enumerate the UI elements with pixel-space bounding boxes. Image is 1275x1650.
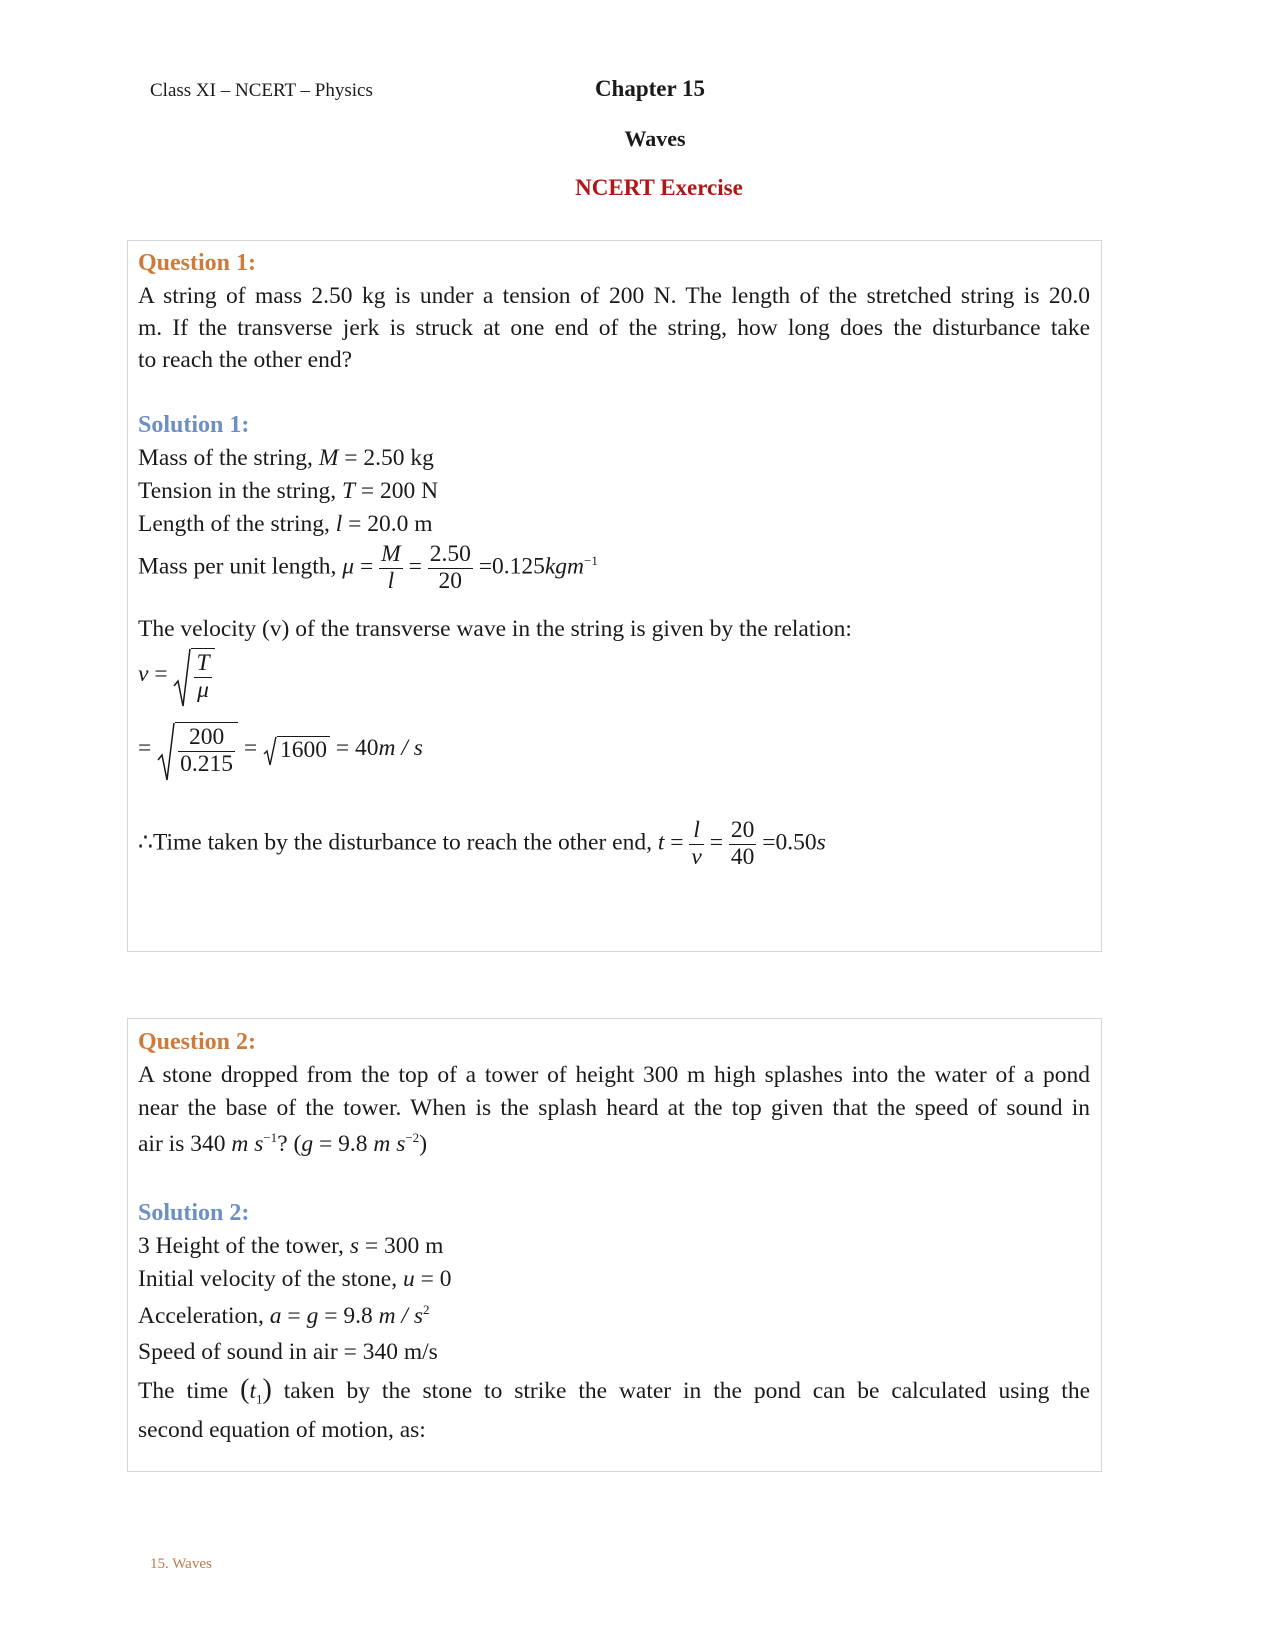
exercise-title: NCERT Exercise — [575, 175, 743, 200]
q2-unit-2: m s — [373, 1130, 406, 1157]
time-label: ∴Time taken by the disturbance to reach the other end, — [138, 829, 658, 856]
equals: = — [408, 553, 422, 580]
length-line — [138, 511, 433, 538]
fraction-values — [428, 542, 473, 595]
time-text-b: taken by the stone to strike the water in the pond can be calculated using the — [283, 1378, 1091, 1404]
question-1-line-3: to reach the other end? — [138, 347, 353, 373]
equals: = — [762, 829, 776, 856]
t1-symbol: $(t_1)$ — [240, 1374, 272, 1407]
length-value: = 20.0 m — [342, 511, 433, 537]
fraction-l-over-v — [689, 818, 703, 871]
fraction-numerator: 200 — [178, 725, 235, 752]
acceleration-line — [138, 1302, 429, 1330]
acc-g: g — [306, 1302, 319, 1329]
tension-label: Tension in the string, — [138, 478, 342, 504]
sqrt-t-over-mu — [173, 648, 214, 704]
q2-unit-1: m s — [231, 1130, 264, 1157]
time-line — [138, 818, 826, 871]
equals: = — [670, 829, 684, 856]
fraction-numerator: T — [196, 650, 210, 676]
mpul-unit: kgm — [544, 553, 584, 580]
header-class-label: Class XI – NCERT – Physics — [150, 80, 373, 101]
footer-page-label: 15. Waves — [150, 1556, 212, 1572]
velocity-calc-line — [138, 722, 423, 778]
acc-label: Acceleration, — [138, 1302, 270, 1329]
time-unit: s — [816, 829, 826, 856]
fraction-numerator: 20 — [730, 817, 755, 843]
fraction-denominator: v — [691, 843, 702, 870]
height-var: s — [349, 1233, 359, 1259]
question-2-line-1: A stone dropped from the top of a tower of height 300 m high splashes into the water of a pond — [138, 1062, 1090, 1088]
initv-label: Initial velocity of the stone, — [138, 1266, 403, 1292]
length-label: Length of the string, — [138, 511, 336, 537]
second-equation-line: second equation of motion, as: — [138, 1417, 426, 1443]
v-var: v — [138, 661, 149, 688]
speed-of-sound-line: Speed of sound in air = 340 m/s — [138, 1339, 438, 1365]
q2-text-b: ? ( — [277, 1130, 302, 1157]
radical-sign-icon — [157, 722, 175, 782]
time-t1-line — [138, 1374, 1090, 1408]
height-value: = 300 m — [358, 1233, 444, 1259]
question-2-heading: Question 2: — [138, 1029, 257, 1055]
question-2-line-2: near the base of the tower. When is the splash heard at the top given that the speed of sound in — [138, 1095, 1090, 1121]
velocity-unit: m / s — [378, 735, 423, 762]
sqrt-1600-value: 1600 — [277, 736, 330, 764]
velocity-formula-line — [138, 648, 215, 704]
initv-var: u — [402, 1266, 415, 1292]
fraction-numerator: l — [689, 818, 703, 845]
fraction-denominator: 0.215 — [180, 750, 234, 777]
height-label: 3 Height of the tower, — [138, 1233, 350, 1259]
acc-unit: m / s — [378, 1302, 423, 1329]
equals: = — [478, 553, 492, 580]
question-1-heading: Question 1: — [138, 250, 257, 276]
initv-value: = 0 — [414, 1266, 452, 1292]
fraction-20-over-40 — [729, 818, 757, 871]
velocity-result: = 40 — [335, 735, 379, 762]
mpul-result: 0.125 — [491, 553, 545, 580]
equals: = — [154, 661, 168, 688]
mass-per-unit-length-line — [138, 542, 598, 595]
acc-var: a — [269, 1302, 282, 1329]
mass-label: Mass of the string, — [138, 445, 319, 471]
mpul-exponent: −1 — [584, 552, 598, 568]
acc-mid: = — [281, 1302, 307, 1329]
solution-2-heading: Solution 2: — [138, 1200, 250, 1226]
mass-var: M — [318, 445, 339, 471]
mass-line — [138, 445, 434, 472]
fraction-m-over-l — [379, 542, 403, 595]
initial-velocity-line — [138, 1266, 451, 1293]
velocity-relation-text: The velocity (v) of the transverse wave in the string is given by the relation: — [138, 616, 852, 642]
acc-exponent: 2 — [422, 1302, 430, 1317]
radical-sign-icon — [263, 736, 277, 766]
time-result: 0.50 — [775, 829, 817, 856]
q2-g-var: g — [301, 1130, 314, 1157]
tension-line — [138, 478, 438, 505]
radical-sign-icon — [173, 648, 191, 708]
fraction-denominator: 40 — [730, 843, 755, 870]
sqrt-1600 — [263, 736, 330, 764]
tension-value: = 200 N — [355, 478, 439, 504]
q2-text-a: air is 340 — [138, 1130, 232, 1157]
q2-exponent-2: −2 — [405, 1130, 420, 1145]
equals: = — [243, 735, 258, 762]
q2-exponent-1: −1 — [263, 1130, 278, 1145]
t-var: t — [657, 829, 665, 856]
sqrt-200-over-0215 — [157, 722, 238, 778]
fraction-numerator: 2.50 — [429, 541, 471, 567]
mass-value: = 2.50 kg — [338, 445, 434, 471]
equals: = — [138, 735, 152, 762]
acc-value: = 9.8 — [318, 1302, 379, 1329]
tension-var: T — [341, 478, 356, 504]
tower-height-line — [138, 1233, 443, 1260]
solution-1-heading: Solution 1: — [138, 412, 250, 438]
chapter-subject: Waves — [624, 126, 686, 151]
question-1-line-2: m. If the transverse jerk is struck at one end of the string, how long does the disturbance take — [138, 315, 1090, 341]
q2-text-c: = 9.8 — [313, 1130, 374, 1157]
fraction-numerator: M — [381, 541, 401, 567]
question-2-line-3 — [138, 1130, 427, 1158]
time-text-a: The time — [138, 1378, 229, 1404]
fraction-denominator: l — [387, 567, 395, 594]
mpul-label: Mass per unit length, — [138, 553, 343, 580]
question-1-line-1: A string of mass 2.50 kg is under a tension of 200 N. The length of the stretched string is 20.0 — [138, 283, 1090, 309]
mu-symbol: μ — [342, 553, 355, 580]
chapter-title: Chapter 15 — [594, 76, 706, 101]
q2-text-d: ) — [419, 1130, 428, 1157]
equals: = — [359, 553, 374, 580]
fraction-denominator: μ — [197, 676, 209, 703]
fraction-denominator: 20 — [438, 567, 463, 594]
length-var: l — [335, 511, 343, 537]
equals: = — [709, 829, 723, 856]
